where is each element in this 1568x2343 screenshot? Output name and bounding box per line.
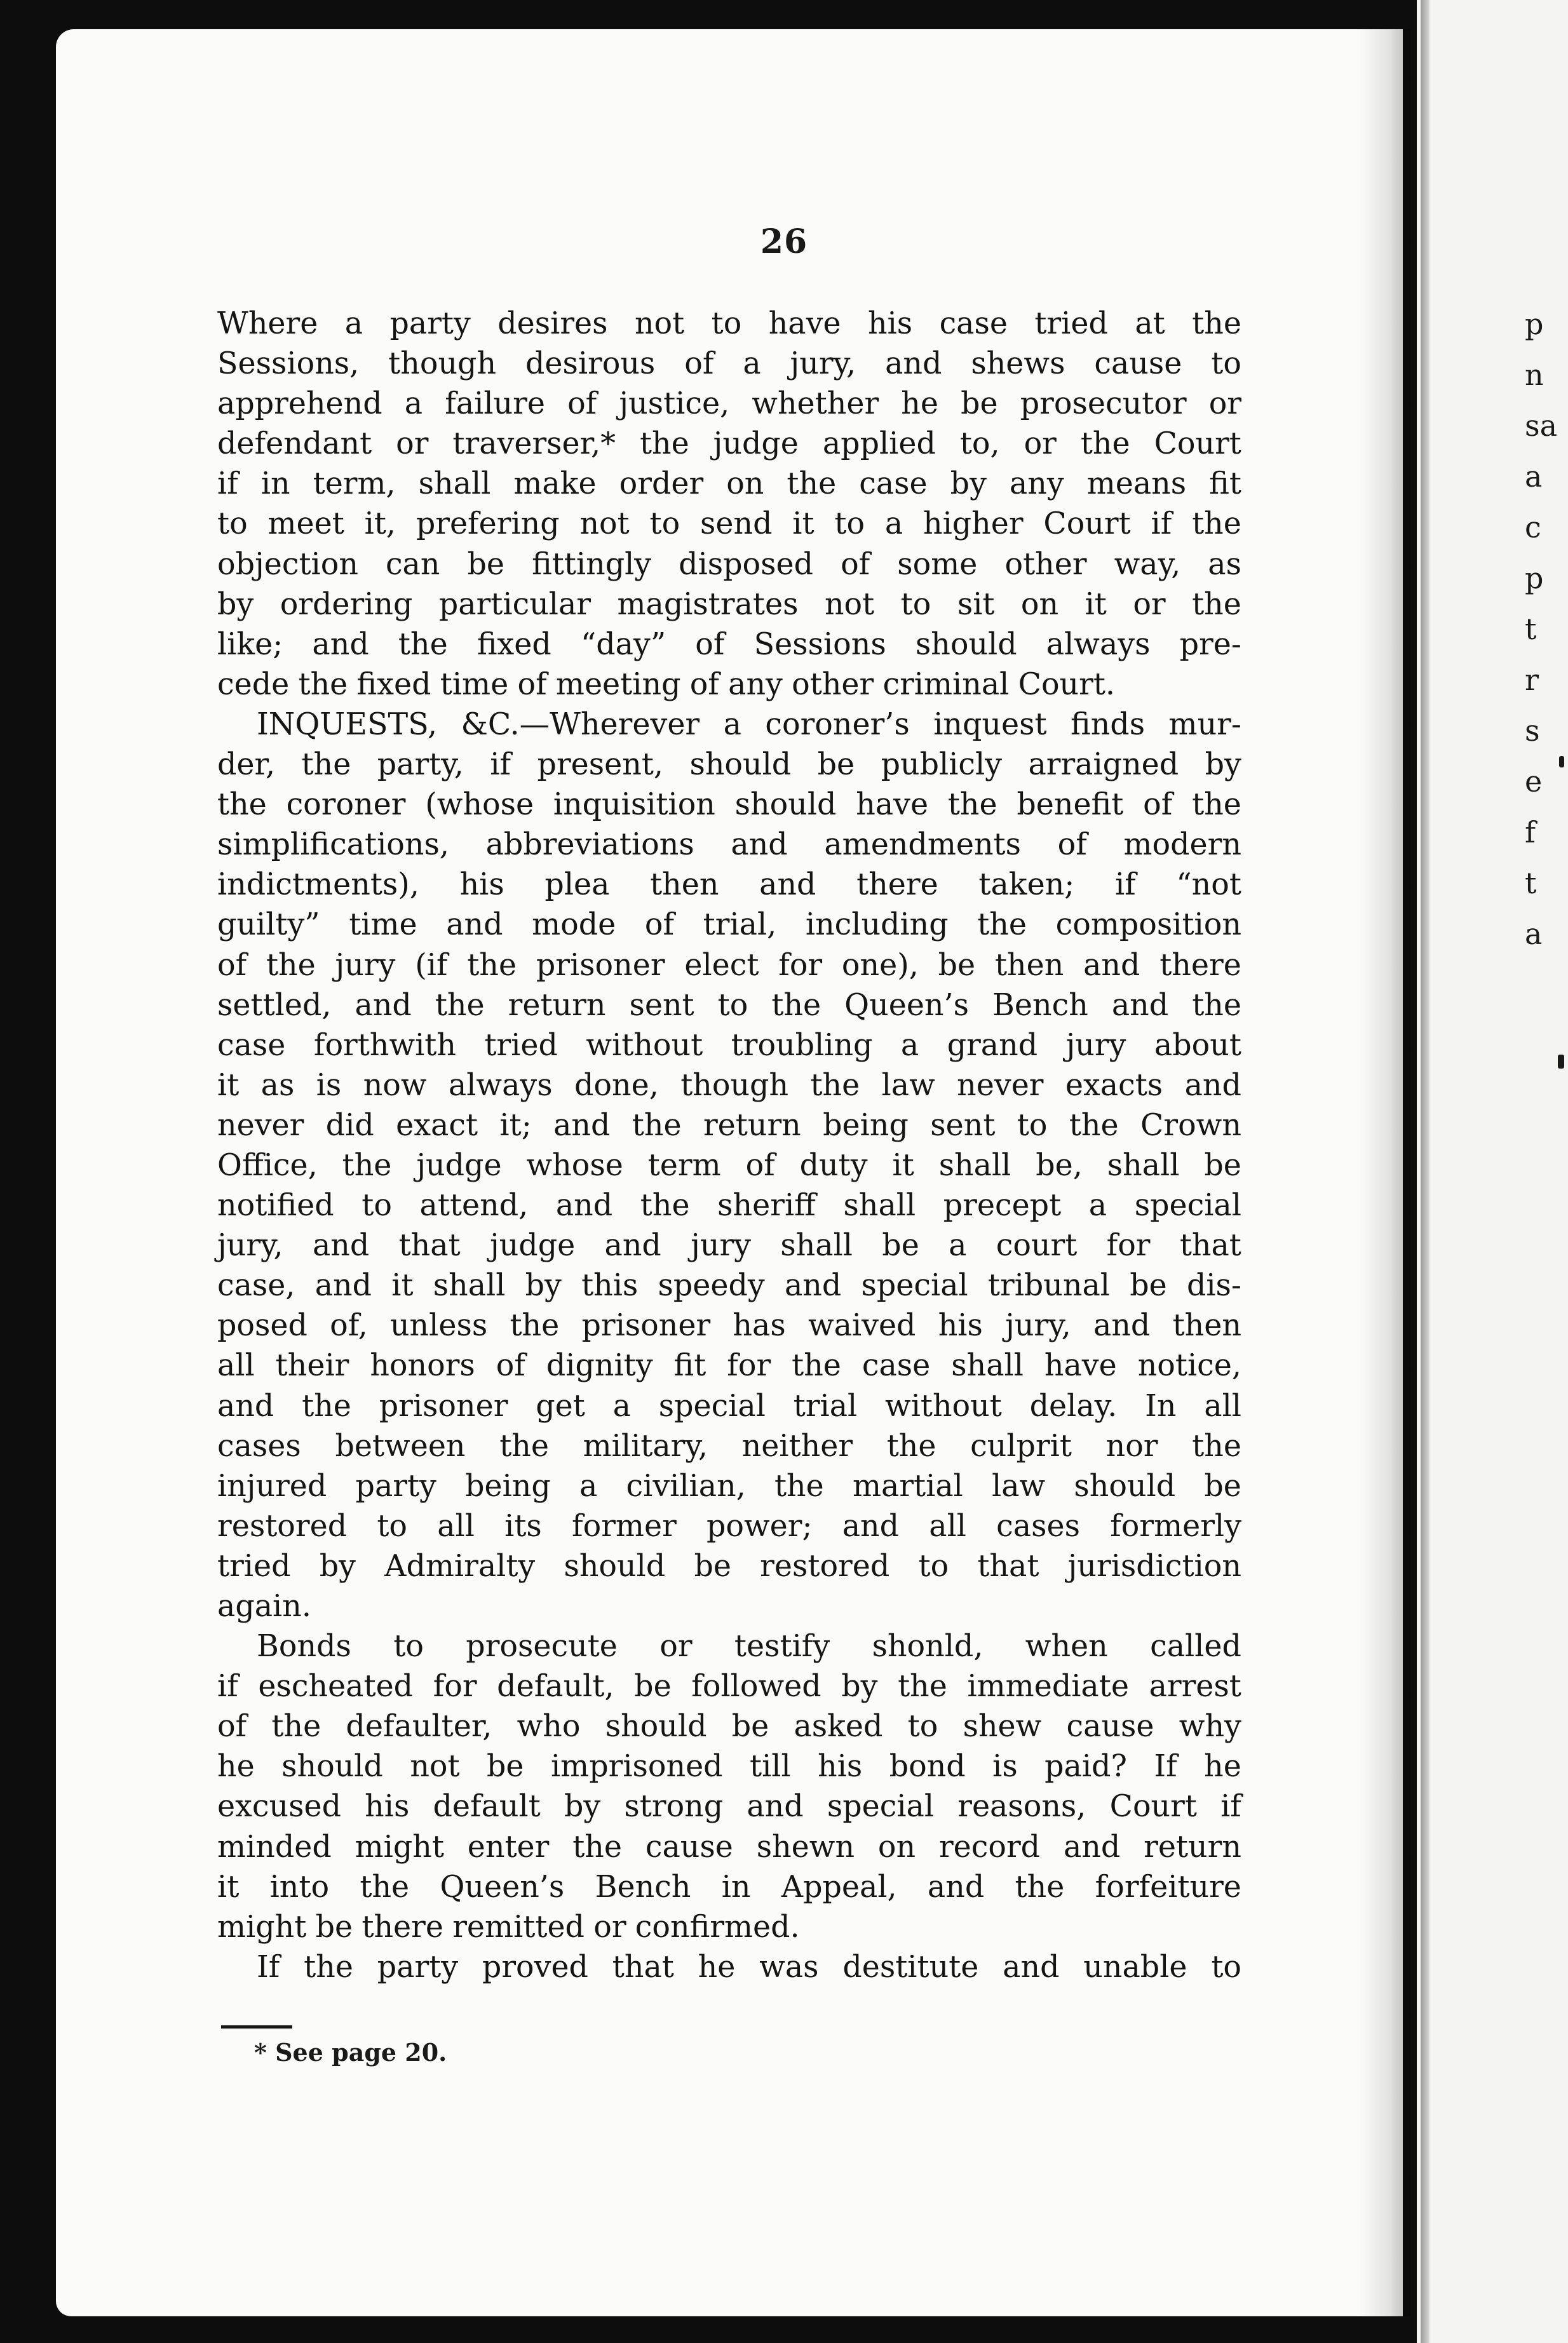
text-line: and the prisoner get a special trial without delay. In all	[217, 1388, 1241, 1424]
text-line: if escheated for default, be followed by the immediate arrest	[217, 1669, 1241, 1705]
text-line: defendant or traverser,* the judge applied to, or the Court	[217, 426, 1241, 462]
text-line: indictments), his plea then and there taken; if “not	[217, 867, 1241, 903]
book-spine	[1421, 0, 1429, 2343]
text-line: objection can be fittingly disposed of some other way, as	[217, 546, 1241, 582]
text-line: he should not be imprisoned till his bond is paid? If he	[217, 1749, 1241, 1785]
edge-speck	[1559, 756, 1564, 767]
text-line: INQUESTS, &C.—Wherever a coroner’s inquest finds mur-	[257, 706, 1241, 742]
text-line: cede the fixed time of meeting of any other criminal Court.	[217, 666, 1116, 702]
text-line: der, the party, if present, should be publicly arraigned by	[217, 747, 1241, 783]
body-text	[217, 304, 1241, 1987]
text-line: might be there remitted or confirmed.	[217, 1909, 800, 1945]
facing-page-fragment: p	[1525, 307, 1544, 341]
facing-page-fragment: sa	[1525, 409, 1558, 443]
facing-page-fragment: t	[1525, 612, 1537, 646]
text-line: to meet it, prefering not to send it to a higher Court if the	[217, 506, 1241, 542]
text-line: of the jury (if the prisoner elect for one), be then and there	[217, 947, 1241, 983]
facing-page-text-fragments	[1525, 299, 1568, 959]
facing-page-fragment: a	[1525, 917, 1543, 951]
text-line: it as is now always done, though the law never exacts and	[217, 1067, 1241, 1103]
facing-page-fragment: s	[1525, 713, 1540, 748]
text-line: it into the Queen’s Bench in Appeal, and the forfeiture	[217, 1869, 1241, 1905]
text-line: posed of, unless the prisoner has waived his jury, and then	[217, 1308, 1241, 1344]
text-line: like; and the fixed “day” of Sessions should always pre-	[217, 626, 1241, 662]
text-line: guilty” time and mode of trial, including the composition	[217, 907, 1241, 943]
facing-page-fragment: e	[1525, 764, 1543, 799]
text-line: of the defaulter, who should be asked to shew cause why	[217, 1709, 1241, 1745]
text-line: case forthwith tried without troubling a grand jury about	[217, 1027, 1241, 1063]
text-line: simplifications, abbreviations and amendments of modern	[217, 827, 1241, 863]
text-line: notified to attend, and the sheriff shall precept a special	[217, 1188, 1241, 1224]
text-line: again.	[217, 1589, 311, 1624]
facing-page-fragment: f	[1525, 815, 1536, 849]
text-line: tried by Admiralty should be restored to that jurisdiction	[217, 1548, 1241, 1584]
footnote-rule	[221, 2025, 292, 2029]
facing-page-fragment: a	[1525, 459, 1543, 494]
text-line: Where a party desires not to have his case tried at the	[217, 306, 1241, 341]
text-line: jury, and that judge and jury shall be a court for that	[217, 1228, 1241, 1264]
facing-page-fragment: n	[1525, 358, 1544, 392]
text-line: case, and it shall by this speedy and special tribunal be dis-	[217, 1268, 1241, 1304]
text-line: injured party being a civilian, the martial law should be	[217, 1468, 1241, 1504]
facing-page-fragment: t	[1525, 866, 1537, 900]
text-line: the coroner (whose inquisition should have the benefit of the	[217, 787, 1241, 823]
text-line: Office, the judge whose term of duty it shall be, shall be	[217, 1147, 1241, 1183]
text-line: if in term, shall make order on the case by any means fit	[217, 466, 1241, 502]
page-number: 26	[760, 222, 808, 261]
text-line: by ordering particular magistrates not to sit on it or the	[217, 586, 1241, 622]
text-line: settled, and the return sent to the Queen’s Bench and the	[217, 987, 1241, 1023]
text-line: Bonds to prosecute or testify shonld, when called	[257, 1629, 1241, 1664]
edge-speck	[1558, 1055, 1564, 1069]
facing-page-fragment: r	[1525, 663, 1539, 697]
text-line: all their honors of dignity fit for the case shall have notice,	[217, 1348, 1241, 1384]
text-line: cases between the military, neither the culprit nor the	[217, 1428, 1241, 1464]
facing-page-fragment: p	[1525, 561, 1544, 595]
text-line: restored to all its former power; and all cases formerly	[217, 1508, 1241, 1544]
text-line: excused his default by strong and special reasons, Court if	[217, 1789, 1241, 1825]
text-line: never did exact it; and the return being sent to the Crown	[217, 1107, 1241, 1143]
gutter-shadow	[1360, 29, 1410, 2316]
footnote: * See page 20.	[254, 2038, 447, 2067]
text-line: minded might enter the cause shewn on record and return	[217, 1829, 1241, 1865]
facing-page-fragment: c	[1525, 510, 1541, 544]
text-line: Sessions, though desirous of a jury, and shews cause to	[217, 346, 1241, 382]
text-line: apprehend a failure of justice, whether he be prosecutor or	[217, 386, 1241, 422]
text-line: If the party proved that he was destitute and unable to	[257, 1949, 1241, 1985]
